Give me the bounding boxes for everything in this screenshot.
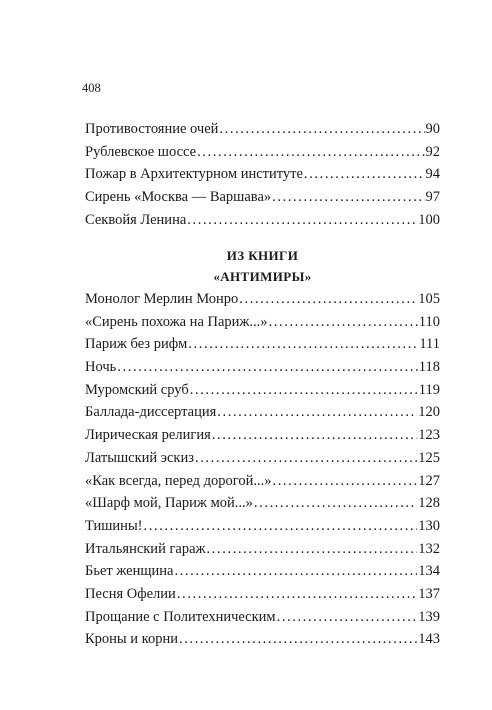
toc-leader-dots (239, 288, 417, 311)
toc-entry-page: 100 (418, 211, 440, 228)
page-number: 408 (82, 81, 101, 95)
toc-leader-dots (195, 447, 417, 470)
toc-entry (85, 447, 440, 470)
toc-leader-dots (174, 560, 417, 583)
toc-entry (85, 163, 440, 186)
toc-entry (85, 515, 440, 538)
toc-entry-title: Пожар в Архитектурном институте (85, 166, 303, 183)
toc-entry (85, 288, 440, 311)
toc-entry-title: Рублевское шоссе (85, 143, 197, 160)
toc-entry (85, 583, 440, 606)
toc-entry (85, 492, 440, 515)
toc-leader-dots (212, 424, 418, 447)
toc-entry-title: Прощание с Политехническим (85, 608, 276, 625)
toc-entry-title: Песня Офелии (85, 585, 176, 602)
section-heading-line1: ИЗ КНИГИ (226, 248, 299, 263)
toc-entry-page: 143 (418, 631, 440, 648)
toc-entry-page: 94 (425, 166, 440, 183)
toc-entry-page: 125 (418, 449, 440, 466)
toc-entry-page: 139 (418, 608, 440, 625)
toc-entry-title: Муромский сруб (85, 381, 189, 398)
toc-entry (85, 538, 440, 561)
toc-entry-title: Итальянский гараж (85, 540, 206, 557)
toc-leader-dots (117, 356, 418, 379)
toc-leader-dots (190, 379, 418, 402)
toc-entry (85, 379, 440, 402)
toc-entry-title: «Сирень похожа на Париж...» (85, 313, 268, 330)
toc-entry-title: Бьет женщина (85, 563, 174, 580)
toc-entry-title: Латышский эскиз (85, 449, 194, 466)
toc-entry-page: 92 (425, 143, 440, 160)
toc-entry-title: «Шарф мой, Париж мой...» (85, 495, 253, 512)
toc-leader-dots (277, 606, 418, 629)
toc-leader-dots (217, 401, 417, 424)
toc-entry-page: 127 (418, 472, 440, 489)
toc-entry-page: 110 (418, 313, 440, 330)
toc-leader-dots (304, 163, 425, 186)
toc-entry-title: Баллада-диссертация (85, 404, 217, 421)
toc-entry (85, 470, 440, 493)
toc-leader-dots (177, 583, 417, 606)
toc-leader-dots (207, 538, 418, 561)
section-heading-line2: «АНТИМИРЫ» (213, 269, 312, 284)
toc-entry (85, 333, 440, 356)
toc-leader-dots (187, 209, 417, 232)
toc-entry (85, 186, 440, 209)
toc-entry-title: Ночь (85, 359, 117, 376)
toc-entry-page: 134 (418, 563, 440, 580)
toc-entry-page: 118 (418, 359, 440, 376)
toc-entry (85, 311, 440, 334)
toc-leader-dots (197, 141, 424, 164)
toc-list-top (85, 118, 440, 231)
toc-entry-page: 137 (418, 585, 440, 602)
toc-entry-title: Сирень «Москва — Варшава» (85, 189, 272, 206)
toc-entry-page: 123 (418, 427, 440, 444)
toc-entry-page: 120 (418, 404, 440, 421)
toc-entry-title: Секвойя Ленина (85, 211, 187, 228)
toc-entry-page: 130 (418, 517, 440, 534)
toc-entry-title: Париж без рифм (85, 336, 188, 353)
toc-entry-title: «Как всегда, перед дорогой...» (85, 472, 272, 489)
toc-leader-dots (272, 186, 424, 209)
toc-entry-page: 128 (418, 495, 440, 512)
toc-entry (85, 141, 440, 164)
toc-entry-title: Кроны и корни (85, 631, 179, 648)
toc-entry (85, 209, 440, 232)
toc-entry (85, 118, 440, 141)
toc-list-main (85, 288, 440, 651)
toc-entry-title: Противостояние очей (85, 121, 219, 137)
toc-leader-dots (269, 311, 418, 334)
toc-entry (85, 401, 440, 424)
toc-entry-page: 90 (425, 121, 440, 137)
toc-leader-dots (144, 515, 418, 538)
toc-leader-dots (188, 333, 418, 356)
toc-entry (85, 560, 440, 583)
toc-entry-page: 119 (418, 381, 440, 398)
toc-entry-page: 111 (419, 336, 440, 353)
toc-entry (85, 424, 440, 447)
toc-leader-dots (219, 118, 424, 141)
toc-leader-dots (179, 628, 417, 651)
toc-entry-page: 105 (418, 291, 440, 307)
toc-entry-title: Монолог Мерлин Монро (85, 291, 239, 307)
toc-entry-page: 97 (425, 189, 440, 206)
toc-entry-title: Лирическая религия (85, 427, 211, 444)
toc-entry (85, 606, 440, 629)
toc-entry-page: 132 (418, 540, 440, 557)
section-heading (85, 245, 440, 287)
toc-leader-dots (254, 492, 417, 515)
toc-leader-dots (272, 470, 417, 493)
toc-entry (85, 356, 440, 379)
toc-entry (85, 628, 440, 651)
toc-entry-title: Тишины! (85, 517, 143, 534)
